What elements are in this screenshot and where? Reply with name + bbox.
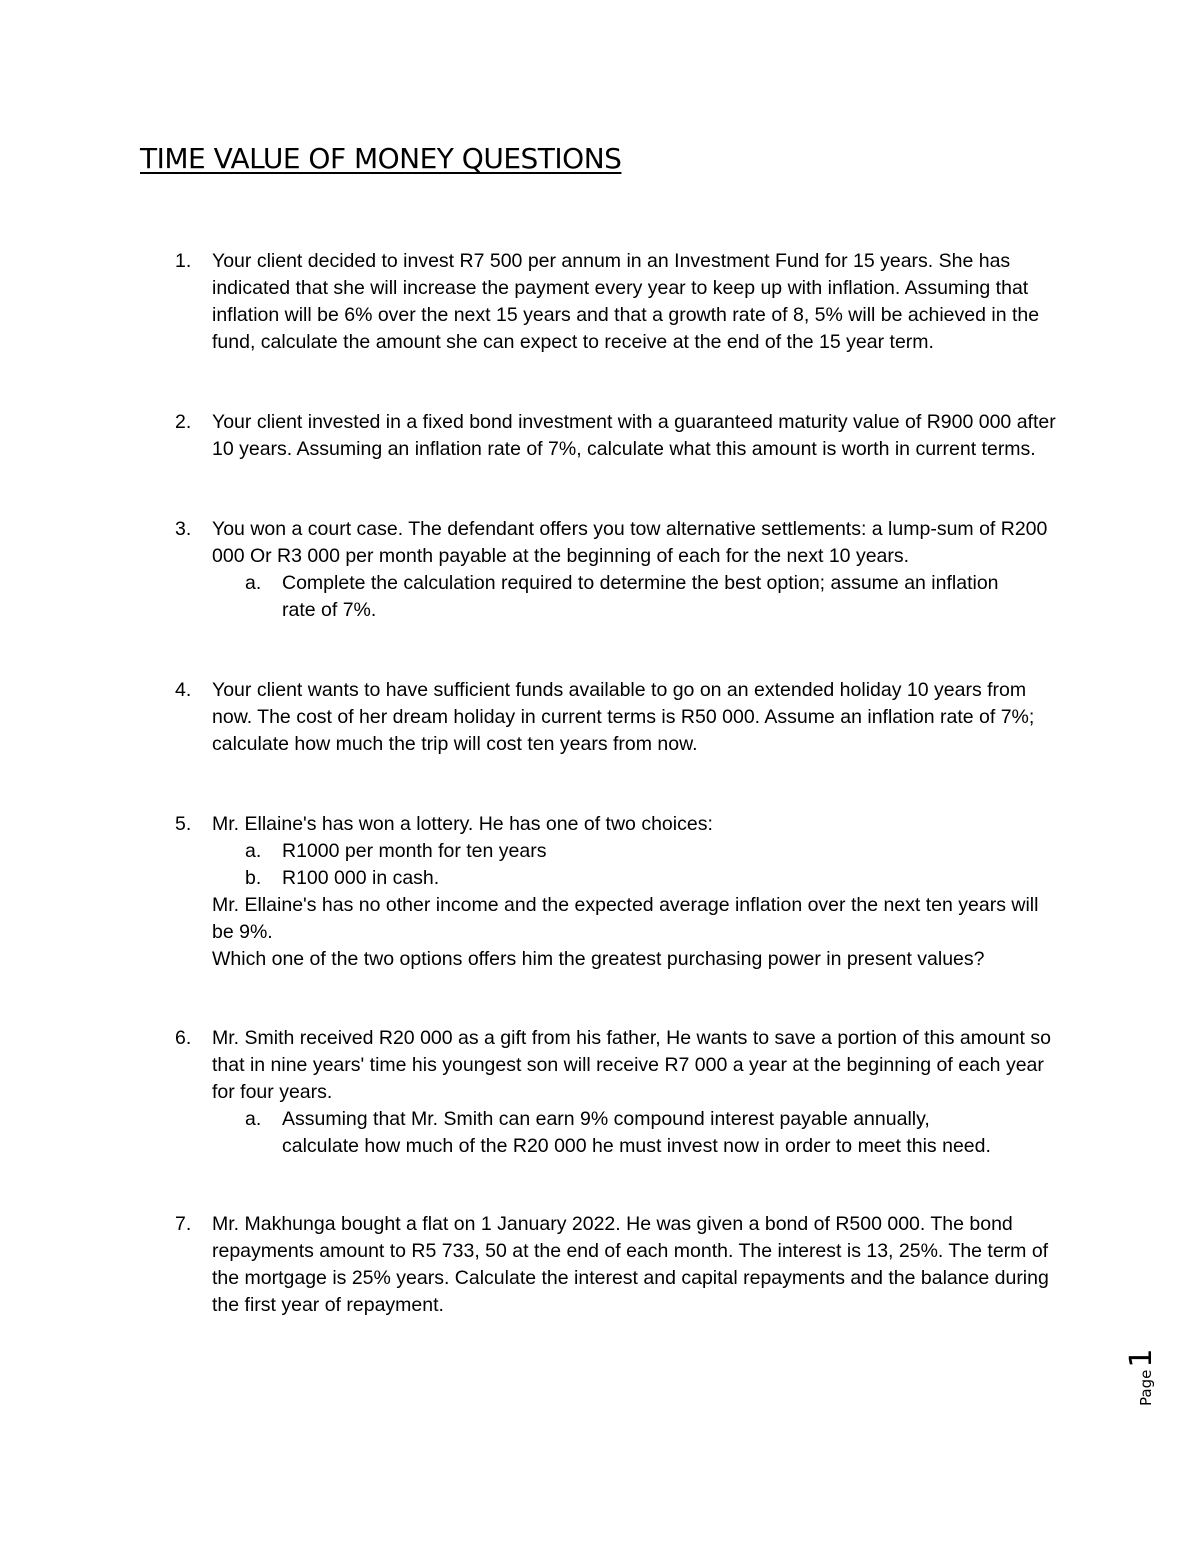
question-text: Mr. Ellaine's has won a lottery. He has one of two choices: [212, 813, 713, 835]
question-item-2 [175, 409, 1075, 463]
sub-item-text: Assuming that Mr. Smith can earn 9% compound interest payable annually, calculate how much of the R20 000 he must invest now in order to meet this need. [282, 1108, 991, 1157]
question-number: 4. [175, 679, 192, 701]
sub-item-label: a. [245, 840, 262, 862]
question-item-7 [175, 1211, 1075, 1319]
sub-list [212, 838, 1050, 892]
question-text: Mr. Smith received R20 000 as a gift from his father, He wants to save a portion of this amount so that in nine years' time his youngest son will receive R7 000 a year at the beginning of each year for four years. [212, 1027, 1051, 1103]
question-body [212, 516, 1070, 624]
sub-item [212, 1106, 1012, 1160]
page-word: Page [1137, 1369, 1155, 1406]
sub-item [212, 865, 1050, 892]
question-number: 7. [175, 1213, 192, 1235]
page-title: TIME VALUE OF MONEY QUESTIONS [140, 142, 622, 175]
sub-item-text: R100 000 in cash. [282, 867, 440, 889]
sub-item-text: Complete the calculation required to determine the best option; assume an inflation rate of 7%. [282, 572, 999, 621]
question-number: 6. [175, 1027, 192, 1049]
question-text: You won a court case. The defendant offers you tow alternative settlements: a lump-sum of R200 000 Or R3 000 per month payable at the beginning of each for the next 10 years. [212, 518, 1048, 567]
question-item-5 [175, 811, 1075, 973]
question-text: Mr. Ellaine's has no other income and the expected average inflation over the next ten years will be 9%. [212, 894, 1039, 943]
question-text: Your client decided to invest R7 500 per annum in an Investment Fund for 15 years. She has indicated that she will increase the payment every year to keep up with inflation. Assuming that inflation will be 6% over the next 15 years and that a growth rate of 8, 5% will be achieved in the fund, calculate the amount she can expect to receive at the end of the 15 year term. [212, 250, 1040, 353]
question-body [212, 409, 1072, 463]
question-text: Your client wants to have sufficient funds available to go on an extended holiday 10 years from now. The cost of her dream holiday in current terms is R50 000. Assume an inflation rate of 7%; calculate how much the trip will cost ten years from now. [212, 679, 1035, 755]
sub-item-label: a. [245, 572, 262, 594]
page-number: 1 [1124, 1348, 1159, 1368]
sub-list [212, 1106, 1057, 1160]
sub-item [212, 570, 1012, 624]
sub-item-text: R1000 per month for ten years [282, 840, 547, 862]
question-body [212, 677, 1057, 758]
question-number: 5. [175, 813, 192, 835]
question-text: Which one of the two options offers him the greatest purchasing power in present values? [212, 948, 985, 970]
page-footer [1118, 1340, 1158, 1410]
question-text: Your client invested in a fixed bond investment with a guaranteed maturity value of R900 000 after 10 years. Assuming an inflation rate of 7%, calculate what this amount is worth in current terms. [212, 411, 1056, 460]
page-number-label [1124, 1349, 1159, 1406]
question-item-3 [175, 516, 1075, 624]
question-item-4 [175, 677, 1075, 758]
question-body [212, 1025, 1057, 1160]
question-body [212, 1211, 1062, 1319]
question-number: 1. [175, 250, 192, 272]
question-body [212, 811, 1050, 973]
question-number: 3. [175, 518, 192, 540]
question-item-1 [175, 248, 1075, 356]
sub-list [212, 570, 1070, 624]
sub-item [212, 838, 1050, 865]
question-body [212, 248, 1082, 356]
sub-item-label: a. [245, 1108, 262, 1130]
question-number: 2. [175, 411, 192, 433]
sub-item-label: b. [245, 867, 262, 889]
question-text: Mr. Makhunga bought a flat on 1 January 2022. He was given a bond of R500 000. The bond repayments amount to R5 733, 50 at the end of each month. The interest is 13, 25%. The term of the mortgage is 25% years. Calculate the interest and capital repayments and the balance during the first year of repayment. [212, 1213, 1049, 1316]
question-item-6 [175, 1025, 1075, 1160]
